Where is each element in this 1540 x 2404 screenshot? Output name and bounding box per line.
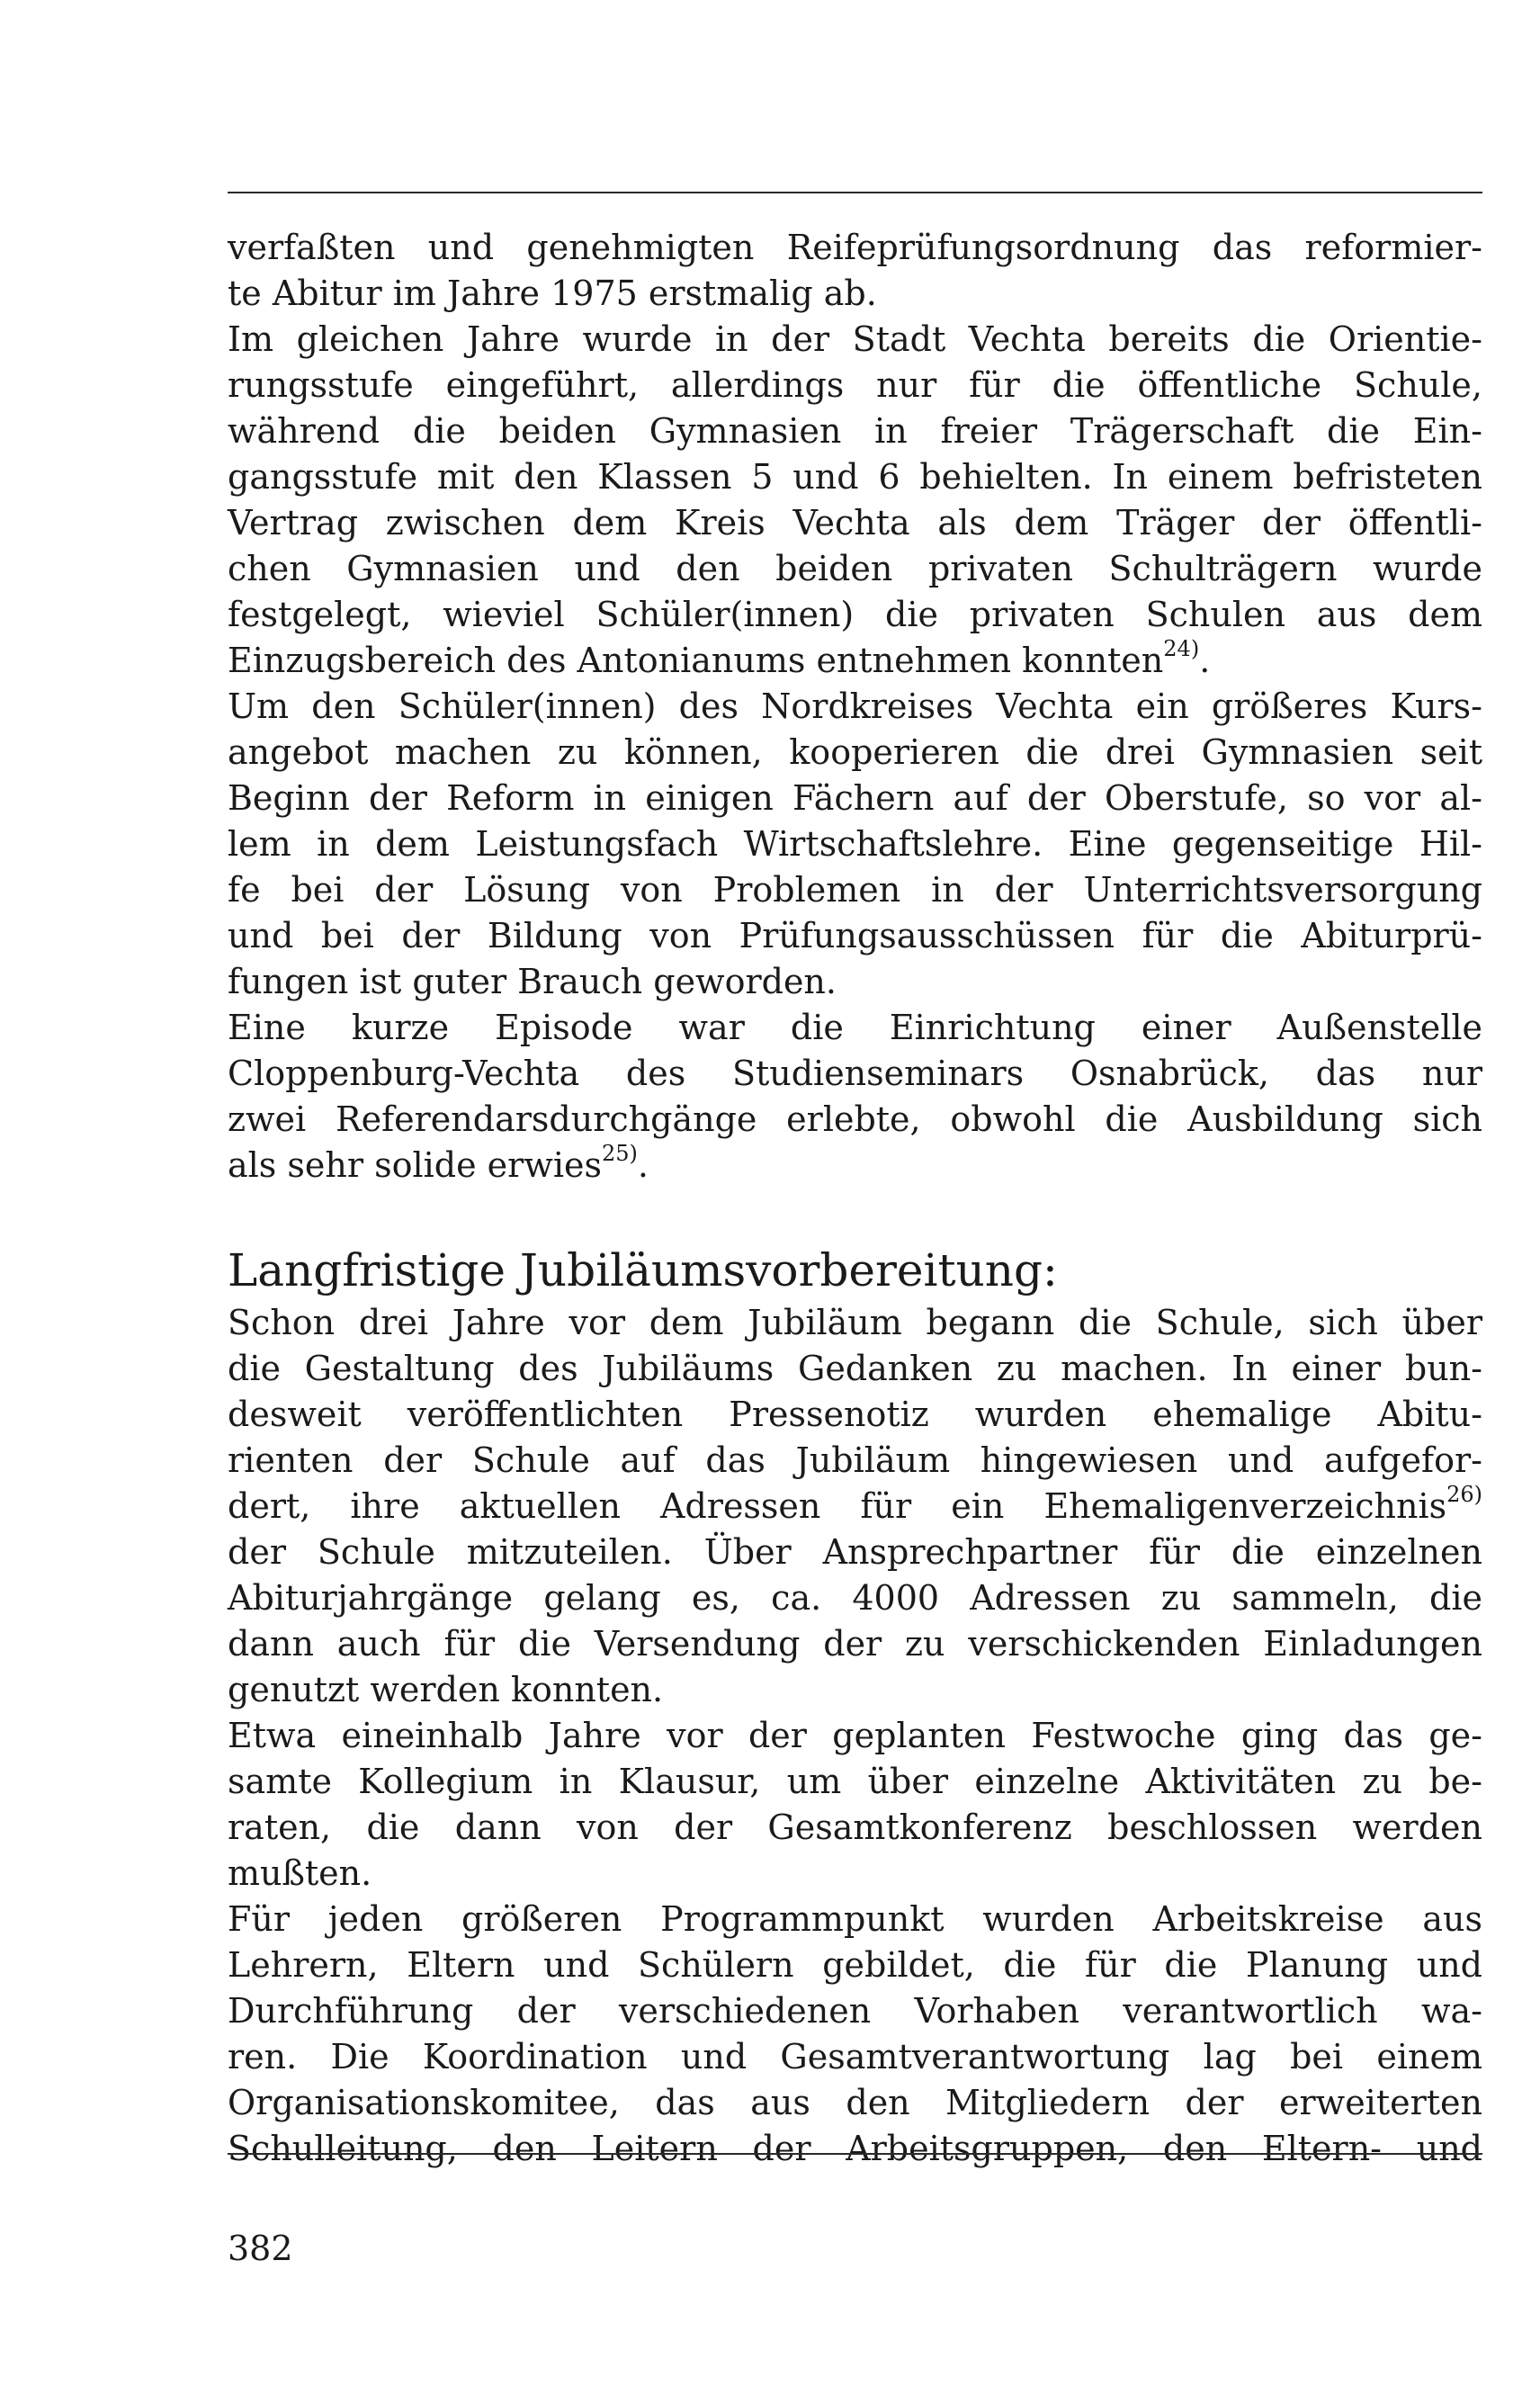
text-line: gangsstufe mit den Klassen 5 und 6 behielten. In einem befristeten	[228, 457, 1482, 497]
text-line	[228, 1484, 1482, 1529]
text-line	[228, 1143, 1482, 1189]
text-line: angebot machen zu können, kooperieren die drei Gymnasien seit	[228, 732, 1482, 772]
paragraph	[228, 684, 1482, 1005]
text-line: mußten.	[228, 1853, 372, 1893]
paragraph	[228, 1300, 1482, 1713]
text-line: fungen ist guter Brauch geworden.	[228, 962, 837, 1001]
text-line: Eine kurze Episode war die Einrichtung einer Außenstelle	[228, 1008, 1482, 1047]
text-line: Cloppenburg-Vechta des Studienseminars Osnabrück, das nur	[228, 1054, 1482, 1093]
bottom-rule	[228, 2153, 1482, 2155]
punctuation: .	[637, 1145, 649, 1185]
text-line: zwei Referendarsdurchgänge erlebte, obwohl die Ausbildung sich	[228, 1099, 1482, 1139]
text-line: rungsstufe eingeführt, allerdings nur für die öffentliche Schule,	[228, 365, 1482, 405]
text-line: Schulleitung, den Leitern der Arbeitsgruppen, den Eltern- und	[228, 2129, 1482, 2168]
text-line: genutzt werden konnten.	[228, 1670, 664, 1709]
line-text: als sehr solide erwies	[228, 1145, 602, 1185]
text-line: samte Kollegium in Klausur, um über einzelne Aktivitäten zu be-	[228, 1762, 1482, 1801]
text-line: Beginn der Reform in einigen Fächern auf der Oberstufe, so vor al-	[228, 778, 1482, 818]
text-line: desweit veröffentlichten Pressenotiz wurden ehemalige Abitu-	[228, 1395, 1482, 1434]
paragraph	[228, 1897, 1482, 2172]
text-line: festgelegt, wieviel Schüler(innen) die privaten Schulen aus dem	[228, 595, 1482, 634]
text-line: verfaßten und genehmigten Reifeprüfungsordnung das reformier-	[228, 228, 1482, 267]
text-line: Abiturjahrgänge gelang es, ca. 4000 Adressen zu sammeln, die	[228, 1578, 1482, 1618]
section-heading: Langfristige Jubiläumsvorbereitung:	[228, 1244, 1058, 1296]
footnote-ref: 26)	[1446, 1482, 1482, 1508]
page-number: 382	[228, 2229, 293, 2268]
punctuation: .	[1199, 641, 1211, 680]
text-line: der Schule mitzuteilen. Über Ansprechpartner für die einzelnen	[228, 1532, 1482, 1572]
text-line: Durchführung der verschiedenen Vorhaben verantwortlich wa-	[228, 1991, 1482, 2031]
text-line: Im gleichen Jahre wurde in der Stadt Vechta bereits die Orientie-	[228, 319, 1482, 359]
text-line: Um den Schüler(innen) des Nordkreises Vechta ein größeres Kurs-	[228, 686, 1482, 726]
page-body	[228, 225, 1482, 2172]
text-line: Für jeden größeren Programmpunkt wurden Arbeitskreise aus	[228, 1899, 1482, 1939]
text-line: während die beiden Gymnasien in freier Trägerschaft die Ein-	[228, 411, 1482, 451]
text-line: Lehrern, Eltern und Schülern gebildet, die für die Planung und	[228, 1945, 1482, 1985]
text-line: rienten der Schule auf das Jubiläum hingewiesen und aufgefor-	[228, 1440, 1482, 1480]
text-line: lem in dem Leistungsfach Wirtschaftslehre. Eine gegenseitige Hil-	[228, 824, 1482, 864]
text-line: te Abitur im Jahre 1975 erstmalig ab.	[228, 274, 877, 313]
paragraph	[228, 1713, 1482, 1897]
text-line: dann auch für die Versendung der zu verschickenden Einladungen	[228, 1624, 1482, 1664]
text-line: raten, die dann von der Gesamtkonferenz beschlossen werden	[228, 1807, 1482, 1847]
text-line: und bei der Bildung von Prüfungsausschüssen für die Abiturprü-	[228, 916, 1482, 955]
text-line: chen Gymnasien und den beiden privaten Schulträgern wurde	[228, 549, 1482, 588]
paragraph	[228, 225, 1482, 317]
footnote-ref: 25)	[602, 1141, 638, 1167]
text-line: fe bei der Lösung von Problemen in der Unterrichtsversorgung	[228, 870, 1482, 910]
line-text: Einzugsbereich des Antonianums entnehmen konnten	[228, 641, 1164, 680]
paragraph	[228, 1005, 1482, 1189]
paragraph	[228, 317, 1482, 684]
text-line: Organisationskomitee, das aus den Mitgliedern der erweiterten	[228, 2083, 1482, 2122]
text-line: Vertrag zwischen dem Kreis Vechta als dem Träger der öffentli-	[228, 503, 1482, 543]
footnote-ref: 24)	[1163, 636, 1200, 662]
line-text: dert, ihre aktuellen Adressen für ein Ehemaligenverzeichnis	[228, 1486, 1447, 1526]
text-line: ren. Die Koordination und Gesamtverantwortung lag bei einem	[228, 2037, 1482, 2077]
top-rule	[228, 192, 1482, 193]
text-line: Schon drei Jahre vor dem Jubiläum begann die Schule, sich über	[228, 1303, 1482, 1342]
text-line	[228, 638, 1482, 684]
text-line: die Gestaltung des Jubiläums Gedanken zu machen. In einer bun-	[228, 1349, 1482, 1388]
text-line: Etwa eineinhalb Jahre vor der geplanten Festwoche ging das ge-	[228, 1716, 1482, 1755]
